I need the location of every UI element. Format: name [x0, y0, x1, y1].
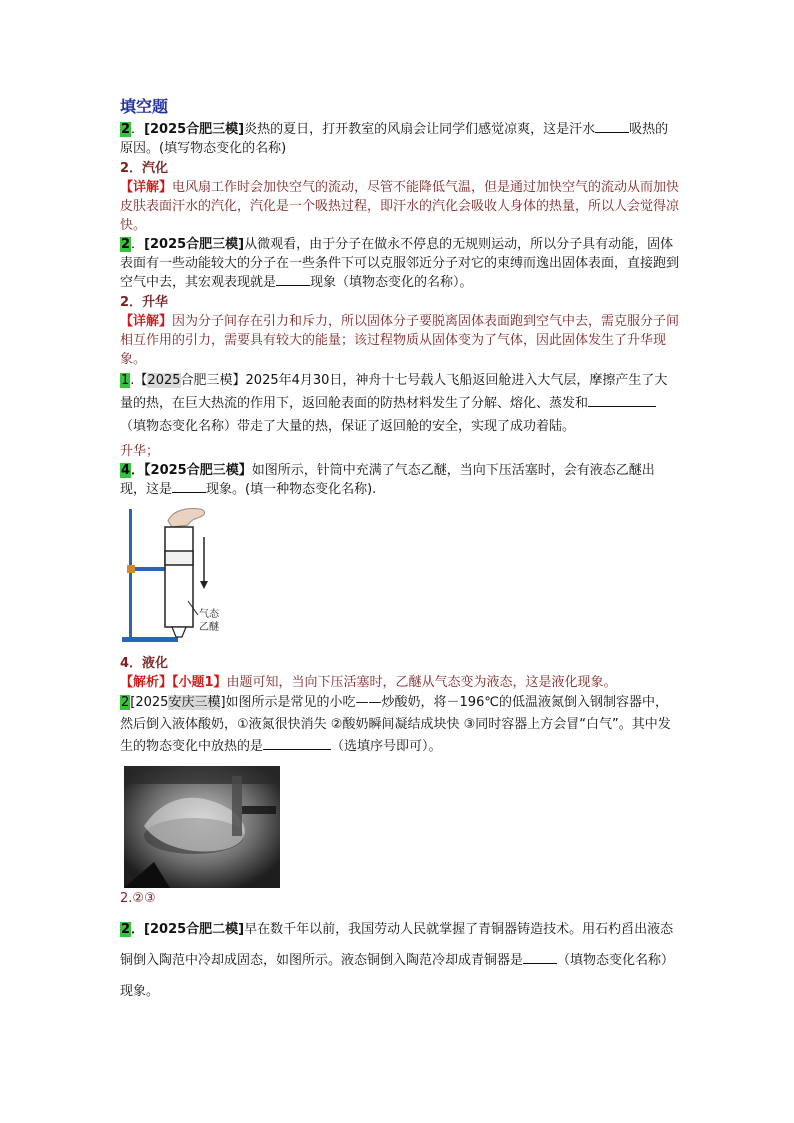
answer-blank	[263, 737, 331, 750]
answer-blank	[588, 394, 656, 407]
question-source: [2025合肥三模]	[144, 122, 245, 137]
question-2: 2．[2025合肥三模]从微观看，由于分子在做永不停息的无规则运动，所以分子具有动能，固体表面有一些动能较大的分子在一些条件下可以克服邻近分子对它的束缚而逸出固体表面，直接跑到空气中去，其宏观表现就是 现象（填物态变化的名称）。	[120, 237, 680, 290]
detail-4: 【解析】【小题1】由题可知，当向下压活塞时，乙醚从气态变为液态，这是液化现象。	[120, 675, 617, 690]
answer-blank	[172, 480, 206, 493]
question-source: [2025合肥三模]	[144, 237, 245, 252]
syringe-tip	[172, 627, 186, 637]
question-text: 2025年4月30日，神舟十七号载人飞船返回舱进入大气层，摩擦产生了大量的热，在巨大热流的作用下，返回舱表面的防热材料发生了分解、熔化、蒸发和	[120, 373, 668, 411]
question-6	[120, 914, 680, 1007]
question-text: 早在数千年以前，我国劳动人民就掌握了青铜器铸造技术。用石杓舀出液态铜倒入陶范中冷却成固态，如图所示。液态铜倒入陶范冷却成青铜器是	[120, 922, 674, 968]
stand-clamp	[127, 565, 135, 573]
question-1: 2．[2025合肥三模]炎热的夏日，打开教室的风扇会让同学们感觉凉爽，这是汗水 吸热的原因。(填写物态变化的名称)	[120, 122, 669, 156]
question-number: 2	[121, 695, 130, 710]
question-number: 4	[121, 463, 131, 478]
detail-2: 【详解】因为分子间存在引力和斥力，所以固体分子要脱离固体表面跑到空气中去，需克服分子间相互作用的引力，需要具有较大的能量；该过程物质从固体变为了气体，因此固体发生了升华现象。	[120, 314, 680, 367]
question-text-end: （填物态变化名称）现象。	[120, 953, 675, 999]
question-text: 炎热的夏日，打开教室的风扇会让同学们感觉凉爽，这是汗水	[244, 122, 596, 137]
detail-1: 【详解】电风扇工作时会加快空气的流动，尽管不能降低气温，但是通过加快空气的流动从而加快皮肤表面汗水的汽化，汽化是一个吸热过程，即汗水的汽化会吸收人身体的热量，所以人会觉得凉快。	[120, 180, 680, 233]
syringe-piston	[165, 551, 193, 565]
answer-blank	[276, 273, 310, 286]
question-number: 2	[121, 922, 131, 937]
hand-icon	[168, 509, 205, 528]
question-number: 2	[121, 237, 131, 252]
figure-label-ether: 乙醚	[199, 622, 219, 633]
question-text: 如图所示，针筒中充满了气态乙醚，当向下压活塞时，会有液态乙醚出现，这是	[120, 463, 655, 497]
question-number: 1	[121, 373, 130, 388]
question-5: 2[2025安庆三模]如图所示是常见的小吃——炒酸奶，将－196℃的低温液氮倒入钢制容器中，然后倒入液体酸奶，①液氮很快消失 ②酸奶瞬间凝结成块快 ③同时容器上方会冒“白气”。其中发生的物态变化中放热的是 （选填序号即可）。	[120, 695, 671, 754]
section-heading: 填空题	[120, 97, 169, 116]
syringe-barrel	[165, 527, 193, 627]
question-source: ．[2025合肥二模]	[131, 922, 245, 937]
answer-4: 4．液化	[120, 656, 169, 671]
fried-yogurt-photo	[124, 766, 280, 888]
question-4	[120, 461, 680, 499]
answer-1: 2．汽化	[120, 161, 169, 176]
answer-blank	[523, 951, 557, 964]
question-text-end: （填物态变化名称）带走了大量的热，保证了返回舱的安全，实现了成功着陆。	[120, 419, 576, 434]
answer-3: 升华；	[120, 444, 160, 459]
question-text-end: 现象。(填一种物态变化名称).	[206, 482, 377, 497]
clamp-arm	[135, 567, 165, 571]
question-3: 1.【2025合肥三模】2025年4月30日，神舟十七号载人飞船返回舱进入大气层，摩擦产生了大量的热，在巨大热流的作用下，返回舱表面的防热材料发生了分解、熔化、蒸发和（填物态变化名称）带走了大量的热，保证了返回舱的安全，实现了成功着陆。	[120, 373, 668, 434]
question-source: ．【2025合肥三模】	[131, 463, 252, 478]
question-text-end: 现象（填物态变化的名称）。	[310, 275, 473, 290]
syringe-apparatus-figure	[120, 505, 230, 653]
question-text: 从微观看，由于分子在做永不停息的无规则运动，所以分子具有动能，固体表面有一些动能较大的分子在一些条件下可以克服邻近分子对它的束缚而逸出固体表面，直接跑到空气中去，其宏观表现就是	[120, 237, 680, 290]
question-number: 2	[121, 122, 131, 137]
worksheet	[120, 96, 680, 1007]
figure-label-gas: 气态	[199, 609, 219, 620]
answer-blank	[595, 120, 629, 133]
answer-5: 2.②③	[120, 891, 156, 906]
question-text-end: （选填序号即可）。	[331, 739, 442, 754]
answer-2: 2．升华	[120, 295, 169, 310]
stand-rod	[129, 509, 132, 639]
question-text-end: 吸热的原因。(填写物态变化的名称)	[120, 122, 669, 156]
question-text: 如图所示是常见的小吃——炒酸奶，将－196℃的低温液氮倒入钢制容器中，然后倒入液体酸奶，①液氮很快消失 ②酸奶瞬间凝结成块快 ③同时容器上方会冒“白气”。其中发生的物态变化中放热的是	[120, 695, 671, 754]
